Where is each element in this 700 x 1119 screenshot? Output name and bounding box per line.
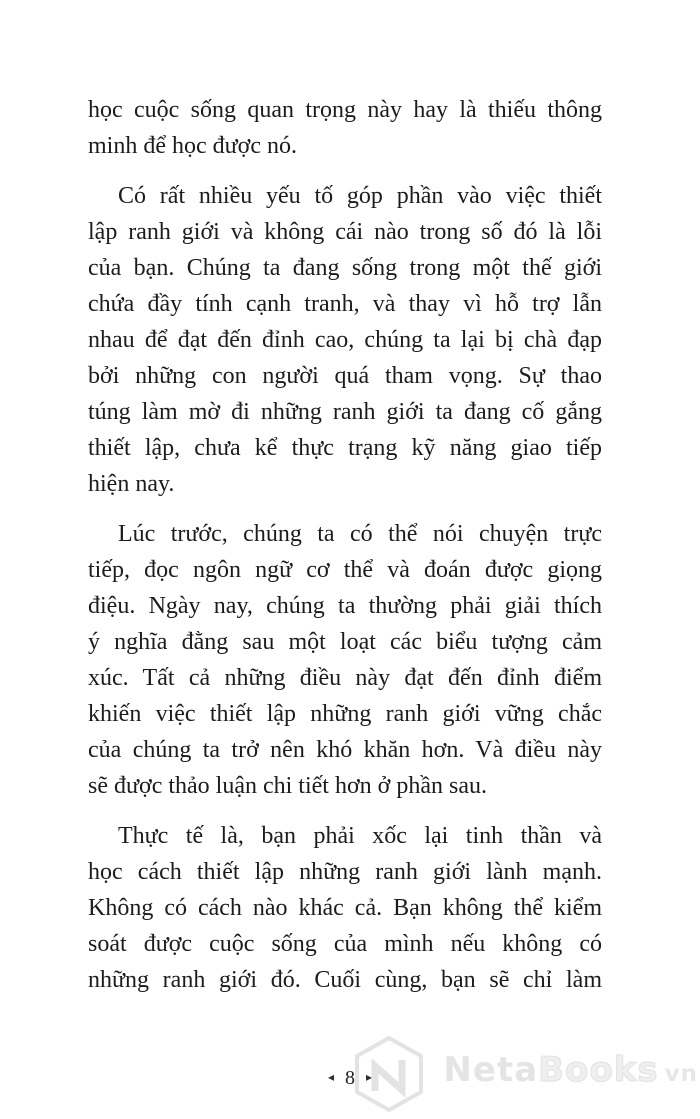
paragraph xyxy=(88,516,602,804)
text-line: soát được cuộc sống của mình nếu không có xyxy=(88,931,602,957)
text-line: những ranh giới đó. Cuối cùng, bạn sẽ chỉ làm xyxy=(88,967,602,993)
wordmark-books: Books xyxy=(538,1050,659,1090)
text-line: của bạn. Chúng ta đang sống trong một thế giới xyxy=(88,255,602,281)
text-line: bởi những con người quá tham vọng. Sự thao xyxy=(88,363,602,389)
text-line: sẽ được thảo luận chi tiết hơn ở phần sau. xyxy=(88,773,487,799)
page-body-text xyxy=(88,92,602,1012)
paragraph xyxy=(88,818,602,998)
text-line: khiến việc thiết lập những ranh giới vững chắc xyxy=(88,701,602,727)
paragraph xyxy=(88,92,602,164)
wordmark-vn: vn xyxy=(664,1061,698,1087)
text-line: học cách thiết lập những ranh giới lành mạnh. xyxy=(88,859,602,885)
text-line: minh để học được nó. xyxy=(88,133,297,159)
text-line: Thực tế là, bạn phải xốc lại tinh thần và xyxy=(118,823,602,849)
prev-page-triangle-icon: ◂ xyxy=(327,1070,334,1084)
text-line: Có rất nhiều yếu tố góp phần vào việc thiết xyxy=(118,183,602,209)
text-line: xúc. Tất cả những điều này đạt đến đỉnh điểm xyxy=(88,665,602,691)
wordmark-neta: Neta xyxy=(443,1050,539,1090)
text-line: ý nghĩa đằng sau một loạt các biểu tượng cảm xyxy=(88,629,602,655)
text-line: điệu. Ngày nay, chúng ta thường phải giải thích xyxy=(88,593,602,619)
text-line: học cuộc sống quan trọng này hay là thiếu thông xyxy=(88,97,602,123)
text-line: Không có cách nào khác cả. Bạn không thể kiểm xyxy=(88,895,602,921)
text-line: thiết lập, chưa kể thực trạng kỹ năng giao tiếp xyxy=(88,435,602,461)
text-line: hiện nay. xyxy=(88,471,175,497)
paragraph xyxy=(88,178,602,502)
text-line: lập ranh giới và không cái nào trong số đó là lỗi xyxy=(88,219,602,245)
text-line: nhau để đạt đến đỉnh cao, chúng ta lại bị chà đạp xyxy=(88,327,602,353)
next-page-triangle-icon: ▸ xyxy=(366,1070,373,1084)
text-line: túng làm mờ đi những ranh giới ta đang cố gắng xyxy=(88,399,602,425)
text-line: của chúng ta trở nên khó khăn hơn. Và điều này xyxy=(88,737,602,763)
text-line: Lúc trước, chúng ta có thể nói chuyện trực xyxy=(118,521,602,547)
text-line: chứa đầy tính cạnh tranh, và thay vì hỗ trợ lẫn xyxy=(88,291,602,317)
page-number-value: 8 xyxy=(345,1067,355,1089)
page-number xyxy=(0,1063,700,1092)
text-line: tiếp, đọc ngôn ngữ cơ thể và đoán được giọng xyxy=(88,557,602,583)
